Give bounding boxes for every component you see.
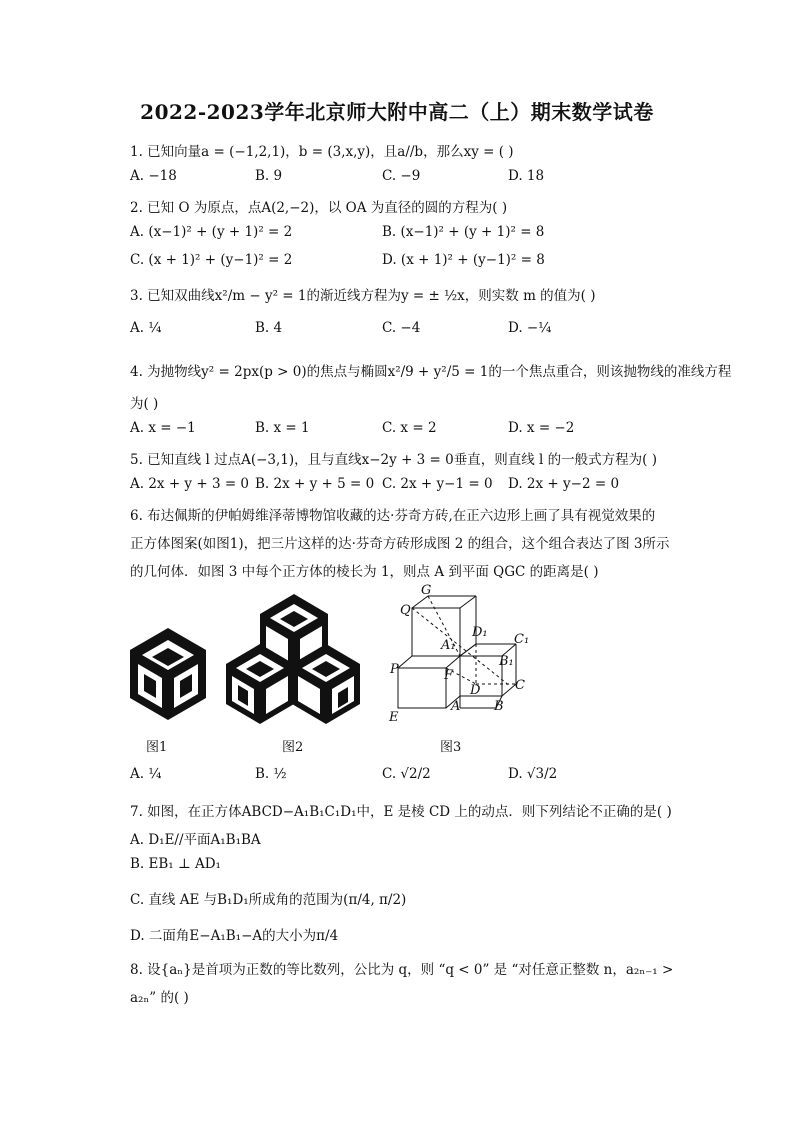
fig3-label-p: P (390, 662, 399, 677)
q4-option-a: A. x = −1 (130, 420, 196, 436)
fig3-label-d1: D₁ (472, 625, 488, 640)
q2-option-b: B. (x−1)² + (y + 1)² = 8 (382, 224, 545, 240)
question-6-stem-cont: 正方体图案(如图1)，把三片这样的达·芬奇方砖形成图 2 的组合，这个组合表达了图 3所示 (130, 536, 670, 552)
question-8-stem: 8. 设{aₙ}是首项为正数的等比数列，公比为 q，则 “q < 0” 是 “对任意正整数 n，a₂ₙ₋₁ > (130, 962, 674, 978)
question-3-stem: 3. 已知双曲线x²/m − y² = 1的渐近线方程为y = ± ½x，则实数 m 的值为( ) (130, 288, 596, 304)
question-2-stem: 2. 已知 O 为原点，点A(2,−2)，以 OA 为直径的圆的方程为( ) (130, 200, 508, 216)
fig3-label-e: E (389, 710, 399, 725)
question-4-stem: 4. 为抛物线y² = 2px(p > 0)的焦点与椭圆x²/9 + y²/5 = 1的一个焦点重合，则该抛物线的准线方程 (130, 364, 732, 380)
q4-option-b: B. x = 1 (255, 420, 310, 436)
q1-option-b: B. 9 (255, 168, 283, 184)
fig3-label-d: D (470, 683, 481, 698)
q3-option-a: A. ¼ (130, 320, 162, 336)
fig3-label-a1: A₁ (441, 638, 456, 653)
fig3-label-a: A (451, 699, 461, 714)
q2-option-c: C. (x + 1)² + (y−1)² = 2 (130, 252, 293, 268)
q2-option-a: A. (x−1)² + (y + 1)² = 2 (130, 224, 293, 240)
question-6-stem-cont2: 的几何体．如图 3 中每个正方体的棱长为 1，则点 A 到平面 QGC 的距离是( ) (130, 564, 599, 580)
question-4-stem-cont: 为( ) (130, 396, 159, 412)
q5-option-d: D. 2x + y−2 = 0 (508, 476, 620, 492)
figure-1-cube-tile (128, 626, 208, 722)
figure-2-three-tiles (224, 592, 362, 724)
figure-2-caption: 图2 (282, 740, 304, 755)
question-7-stem: 7. 如图，在正方体ABCD−A₁B₁C₁D₁中，E 是棱 CD 上的动点．则下列结论不正确的是( ) (130, 804, 672, 820)
q5-option-c: C. 2x + y−1 = 0 (382, 476, 493, 492)
q7-option-d: D. 二面角E−A₁B₁−A的大小为π/4 (130, 928, 339, 944)
q6-option-a: A. ¼ (130, 766, 162, 782)
q5-option-a: A. 2x + y + 3 = 0 (130, 476, 250, 492)
fig3-label-q: Q (400, 603, 411, 618)
fig3-label-g: G (421, 583, 432, 598)
q1-option-a: A. −18 (130, 168, 177, 184)
q6-option-d: D. √3/2 (508, 766, 558, 782)
q3-option-d: D. −¼ (508, 320, 552, 336)
q3-option-c: C. −4 (382, 320, 421, 336)
q4-option-c: C. x = 2 (382, 420, 437, 436)
fig3-label-c1: C₁ (514, 632, 530, 647)
question-6-stem: 6. 布达佩斯的伊帕姆维泽蒂博物馆收藏的达·芬奇方砖,在正六边形上画了具有视觉效果的 (130, 508, 656, 524)
question-1-stem: 1. 已知向量a = (−1,2,1)，b = (3,x,y)，且a//b，那么xy = ( ) (130, 144, 514, 160)
q1-option-c: C. −9 (382, 168, 421, 184)
q6-option-b: B. ½ (255, 766, 287, 782)
question-8-stem-cont: a₂ₙ” 的( ) (130, 990, 189, 1006)
figure-1-caption: 图1 (146, 740, 168, 755)
q7-option-c: C. 直线 AE 与B₁D₁所成角的范围为(π/4, π/2) (130, 892, 407, 908)
page-title: 2022-2023学年北京师大附中高二（上）期末数学试卷 (140, 100, 654, 124)
q7-option-b: B. EB₁ ⊥ AD₁ (130, 856, 221, 872)
fig3-label-c: C (515, 678, 525, 693)
q7-option-a: A. D₁E//平面A₁B₁BA (130, 832, 261, 848)
q2-option-d: D. (x + 1)² + (y−1)² = 8 (382, 252, 545, 268)
q1-option-d: D. 18 (508, 168, 545, 184)
q6-option-c: C. √2/2 (382, 766, 431, 782)
q3-option-b: B. 4 (255, 320, 283, 336)
fig3-label-f: F (444, 668, 454, 683)
fig3-label-b: B (494, 699, 504, 714)
q4-option-d: D. x = −2 (508, 420, 575, 436)
q5-option-b: B. 2x + y + 5 = 0 (255, 476, 375, 492)
figure-3-caption: 图3 (440, 740, 462, 755)
fig3-label-b1: B₁ (499, 654, 514, 669)
question-5-stem: 5. 已知直线 l 过点A(−3,1)，且与直线x−2y + 3 = 0垂直，则直线 l 的一般式方程为( ) (130, 452, 657, 468)
